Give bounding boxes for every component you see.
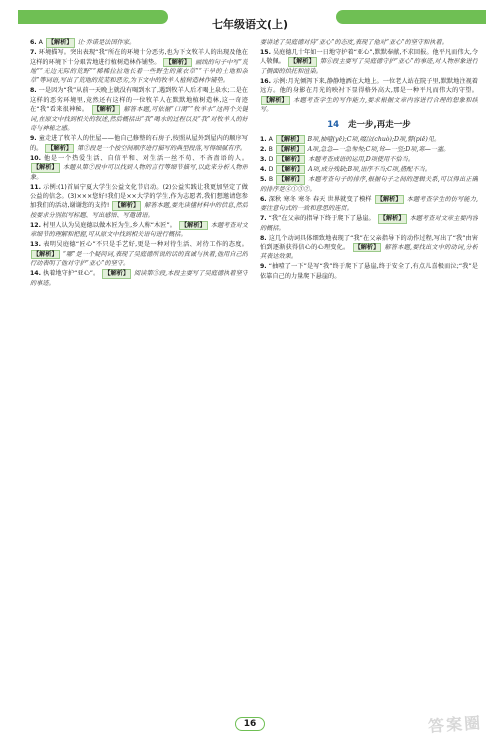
answer-text: 环境描写。突出表现“我”所在的环境十分恶劣,也为下文牧羊人的出现及他在这样的环境下十分艰苦地进行植树造林作铺垫。 bbox=[30, 49, 248, 66]
analysis-tag: 【解析】 bbox=[93, 106, 119, 114]
answer-text: “抽噎了一下”是写“我”终于爬下了悬崖,终于安全了,有点儿喜极而泣;“我”是依靠自己的力量爬下悬崖的。 bbox=[260, 263, 478, 280]
analysis-tag: 【解析】 bbox=[104, 270, 130, 278]
analysis-tag: 【解析】 bbox=[165, 58, 191, 66]
answer-item bbox=[30, 48, 248, 86]
analysis-tag: 【解析】 bbox=[33, 250, 58, 258]
answer-number: 14. bbox=[30, 270, 41, 278]
answer-text: D bbox=[268, 155, 274, 163]
answer-item bbox=[260, 145, 478, 155]
answer-item bbox=[30, 86, 248, 133]
analysis-text: A项,急急—一急匆匆;C项,耸—一竖;D项,寒—一塞。 bbox=[307, 145, 450, 153]
analysis-tag: 【解析】 bbox=[278, 155, 304, 163]
left-column bbox=[30, 38, 248, 710]
section-title: 走一步,再走一步 bbox=[348, 119, 411, 130]
watermark-logo: 答案圈 bbox=[427, 712, 483, 736]
section-number: 14 bbox=[327, 119, 340, 130]
answer-text: 童走进了牧羊人的住屋——他自己修整的石房子,按照从屋外到屋内的顺序写的。 bbox=[30, 135, 248, 152]
answer-number: 12. bbox=[30, 221, 41, 229]
answer-number: 15. bbox=[260, 49, 271, 56]
answer-text: 深秋 寒冬 寒冬 春天 世界就变了模样 bbox=[268, 195, 372, 203]
answer-text: 吴庭德几十年如一日地守护着“亚心”,默默奉献,不求回报。他平凡而伟大,令人敬佩。 bbox=[260, 49, 478, 66]
analysis-tag: 【解析】 bbox=[379, 215, 405, 222]
page-header bbox=[0, 0, 500, 34]
analysis-text: 解答本题,要先读懂材料中的信息,然后按要求分别拟写标题、写出感悟、写邀请语。 bbox=[30, 202, 248, 219]
answer-item bbox=[260, 175, 478, 194]
answer-number: 9. bbox=[260, 263, 267, 271]
answer-text: 执着地守护“亚心”。 bbox=[42, 270, 100, 278]
answer-text: 村里人认为吴庭德以做木匠为生,乡人称“木匠”。 bbox=[42, 221, 176, 229]
answer-text: B bbox=[268, 176, 274, 183]
answer-number: 2. bbox=[260, 145, 267, 153]
analysis-text: 要讲述了吴庭德对待“亚心”的态度,表现了他对“亚心”的坚守和执着。 bbox=[260, 39, 448, 46]
analysis-tag: 【解析】 bbox=[278, 165, 304, 173]
answer-number: 6. bbox=[260, 195, 267, 203]
right-column bbox=[260, 38, 478, 710]
analysis-tag: 【解析】 bbox=[277, 135, 303, 143]
answer-number: 8. bbox=[30, 87, 37, 95]
section-heading bbox=[260, 119, 478, 131]
answer-item bbox=[30, 134, 248, 153]
answer-item bbox=[260, 165, 478, 175]
answer-number: 16. bbox=[260, 77, 271, 85]
answer-item bbox=[30, 221, 248, 240]
answer-text: 这几个动词具体细致地表现了“我”在父亲指导下的动作过程,写出了“我”由害怕到逐渐获得信心的心理变化。 bbox=[260, 234, 478, 251]
analysis-text: 本题考查句子的排序,根据句子之间的逻辑关系,可以得出正确的排序是④①③②。 bbox=[260, 176, 478, 193]
analysis-text: 阅读第⑤段,本段主要写了吴庭德执着坚守的事迹。 bbox=[30, 270, 248, 287]
answer-text: “我”在父亲的指导下终于爬下了悬崖。 bbox=[268, 215, 375, 222]
analysis-text: 让·乔诺是法国作家。 bbox=[77, 39, 136, 46]
answer-number: 4. bbox=[260, 165, 267, 173]
answer-number: 8. bbox=[260, 234, 267, 242]
answer-number: 3. bbox=[260, 155, 267, 163]
answer-number: 7. bbox=[30, 49, 37, 57]
analysis-text: 本题考查对文章细节的理解和把握,可从原文中找到相关语句进行概括。 bbox=[30, 221, 248, 239]
answer-text: 示例:月光倾泻下来,静静地洒在大地上。一位老人站在院子里,默默地注视着远方。他的身影在月光的映衬下显得格外高大,那是一种平凡而伟大的守望。 bbox=[260, 77, 478, 95]
answer-number: 1. bbox=[260, 135, 267, 143]
analysis-text: 本题从第⑦段中可以找到人物的言行等细节描写,以此来分析人物形象。 bbox=[30, 164, 248, 181]
header-bar-right bbox=[336, 10, 486, 24]
analysis-text: B项,抽噎(yē);C项,啜泣(chuò);D项,瞥(piē)见。 bbox=[307, 135, 441, 143]
analysis-text: 第②段是一个按空间顺序进行描写的典型段落,写得细腻有序。 bbox=[77, 144, 247, 152]
answer-number: 5. bbox=[260, 176, 267, 183]
answer-text: A bbox=[38, 39, 43, 46]
answer-item bbox=[260, 234, 478, 262]
answer-text: A bbox=[268, 135, 273, 143]
answer-text: 他是一个热爱生活、自信平和、对生活一丝不苟、不吝啬语的人。 bbox=[43, 154, 248, 162]
analysis-tag: 【解析】 bbox=[277, 145, 303, 153]
answer-item bbox=[30, 38, 248, 48]
analysis-tag: 【解析】 bbox=[33, 164, 58, 172]
answer-item bbox=[260, 214, 478, 233]
answer-number: 10. bbox=[30, 154, 41, 162]
answer-text: 示例:(1)首届宁夏大学生公益文化节启动。(2)公益实践让我更加坚定了做公益的信念。(3)×××您好!我们是××大学的学生,作为志愿者,我们想邀请您参加我们的活动,谢谢您的支持! bbox=[30, 183, 248, 210]
answer-text: 表明吴庭德“匠心”不只是手艺好,更是一种对待生活、对待工作的态度。 bbox=[43, 241, 248, 249]
analysis-text: A项,成分残缺;B项,语序不当;C项,搭配不当。 bbox=[308, 165, 431, 173]
analysis-tag: 【解析】 bbox=[376, 195, 402, 203]
right-column-top bbox=[260, 38, 478, 115]
answer-number: 9. bbox=[30, 135, 37, 143]
content-columns bbox=[30, 38, 478, 710]
answer-item bbox=[260, 195, 478, 214]
analysis-text: 解答本题,要找出文中的动词,分析其表达效果。 bbox=[260, 243, 478, 261]
answer-number: 7. bbox=[260, 215, 267, 222]
answer-item bbox=[260, 38, 478, 47]
analysis-text: 本题考查对文章主要内容的概括。 bbox=[260, 215, 478, 232]
answer-item bbox=[30, 269, 248, 288]
analysis-tag: 【解析】 bbox=[354, 243, 380, 251]
answer-number: 6. bbox=[30, 39, 37, 46]
page-number: 16 bbox=[235, 717, 266, 731]
answer-item bbox=[30, 240, 248, 268]
answer-item bbox=[260, 135, 478, 145]
answer-text: 一是因为“我”从前一天晚上就没有喝到水了,遇到牧羊人后才喝上泉水;二是在这样的恶劣环境里,竟然还有这样的一位牧羊人在默默地植树造林,这一奇迹在“我”看来很神秘。 bbox=[30, 87, 248, 114]
answer-item bbox=[260, 262, 478, 281]
answer-text: B bbox=[268, 145, 273, 153]
analysis-tag: 【解析】 bbox=[47, 39, 73, 46]
analysis-text: 画线的句子中写“荒地”“无边无际的荒野”“稀稀拉拉地长着一些野生的薰衣草”“干旱的土地和杂草”等词语,写出了荒地的荒芜和恶劣,为下文中的牧羊人植树造林作铺垫。 bbox=[30, 58, 248, 85]
answer-number: 11. bbox=[30, 183, 41, 191]
page-title: 七年级语文(上) bbox=[202, 12, 298, 34]
analysis-text: 本题考查学生的仿写能力,要注意句式的一致和意思的连贯。 bbox=[260, 195, 478, 212]
analysis-tag: 【解析】 bbox=[278, 176, 303, 183]
analysis-tag: 【解析】 bbox=[290, 58, 315, 66]
header-bar-left bbox=[18, 10, 168, 24]
analysis-tag: 【解析】 bbox=[114, 202, 140, 210]
analysis-text: “哪”是一个疑问词,表现了吴庭德所说的话的真诚与执着,他用自己的行动表明了他对守护“亚心”的坚守。 bbox=[30, 250, 248, 268]
analysis-tag: 【解析】 bbox=[47, 144, 73, 152]
analysis-tag: 【解析】 bbox=[263, 96, 288, 104]
answer-item bbox=[30, 183, 248, 221]
analysis-text: 本题考查学生的写作能力,要求根据文章内容进行合理的想象和续写。 bbox=[260, 96, 478, 114]
analysis-text: 解答本题,可依据“口渴”“牧羊水”这两个关键词,在原文中找到相关的叙述,然后概括出“我”喝水的过程以及“我”对牧羊人的好奇与神秘之感。 bbox=[30, 106, 248, 133]
right-column-bottom bbox=[260, 135, 478, 282]
answer-text: D bbox=[268, 165, 274, 173]
answer-item bbox=[260, 155, 478, 165]
analysis-text: 第⑥段主要写了吴庭德守护“亚心”的事迹,对人物形象进行了侧面的烘托和渲染。 bbox=[260, 58, 478, 75]
answer-item bbox=[30, 154, 248, 182]
answer-item bbox=[260, 77, 478, 115]
answer-item bbox=[260, 48, 478, 76]
analysis-tag: 【解析】 bbox=[180, 221, 206, 229]
answer-number: 13. bbox=[30, 241, 41, 249]
analysis-text: 本题考查成语的运用,D项使用不恰当。 bbox=[308, 155, 415, 163]
